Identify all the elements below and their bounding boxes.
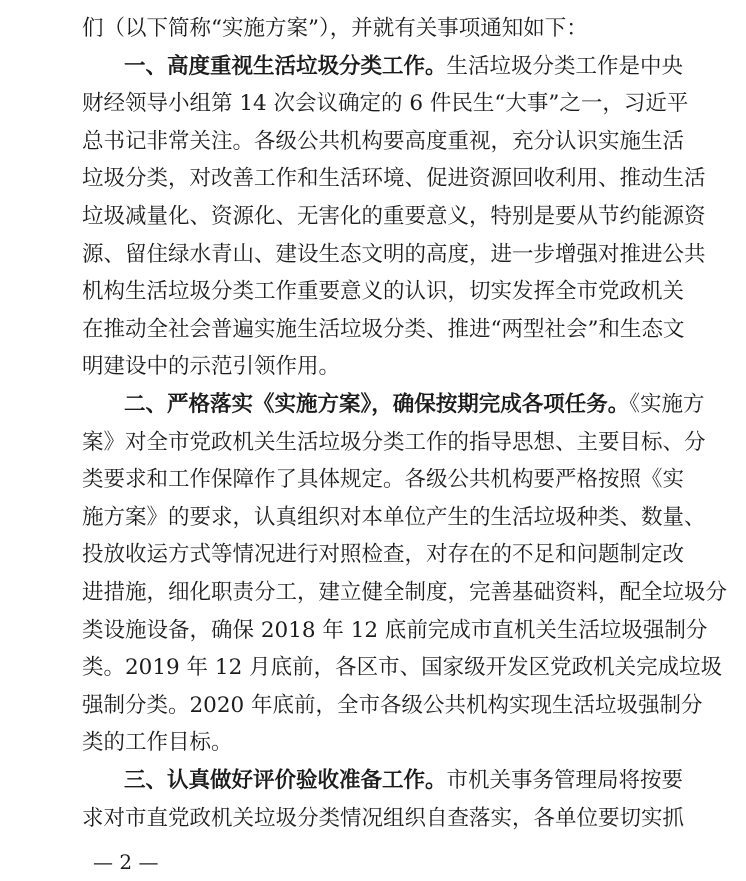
body-text: 求对市直党政机关垃圾分类情况组织自查落实，各单位要切实抓 (82, 805, 685, 831)
body-text: 类要求和工作保障作了具体规定。各级公共机构要严格按照《实 (82, 467, 685, 493)
body-text: 进措施，细化职责分工，建立健全制度，完善基础资料，配全垃圾分 (82, 580, 728, 605)
body-text: 在推动全社会普遍实施生活垃圾分类、推进“两型社会”和生态文 (82, 316, 685, 342)
body-text: 施方案》的要求，认真组织对本单位产生的生活垃圾种类、数量、 (82, 504, 706, 530)
text-line (82, 279, 685, 305)
body-text: 财经领导小组第 14 次会议确定的 6 件民生“大事”之一，习近平 (82, 91, 689, 117)
text-line (82, 18, 672, 40)
body-text: 《实施方 (629, 392, 705, 417)
body-text: 机构生活垃圾分类工作重要意义的认识，切实发挥全市党政机关 (82, 279, 685, 305)
text-line (82, 805, 685, 831)
body-text: 类的工作目标。 (82, 730, 233, 756)
body-text: 垃圾减量化、资源化、无害化的重要意义，特别是要从节约能源资 (82, 204, 706, 229)
text-line (82, 542, 685, 568)
body-text: 垃圾分类，对改善工作和生活环境、促进资源回收利用、推动生活 (82, 166, 706, 192)
body-text: 强制分类。2020 年底前，全市各级公共机构实现生活垃圾强制分 (82, 692, 703, 718)
section-heading: 一、高度重视生活垃圾分类工作。 (124, 53, 447, 79)
body-text: 投放收运方式等情况进行对照检查，对存在的不足和问题制定改 (82, 542, 685, 568)
paragraph-start-line (124, 53, 684, 79)
text-line (82, 128, 685, 154)
section-heading: 三、认真做好评价验收准备工作。 (124, 768, 447, 793)
body-text: 案》对全市党政机关生活垃圾分类工作的指导思想、主要目标、分 (82, 429, 706, 455)
body-text: 们（以下简称“实施方案”），并就有关事项通知如下： (82, 16, 588, 41)
body-text: 生活垃圾分类工作是中央 (446, 53, 684, 79)
body-text: 总书记非常关注。各级公共机构要高度重视，充分认识实施生活 (82, 128, 685, 154)
text-line (82, 241, 706, 267)
text-line (82, 692, 703, 718)
paragraph-start-line (124, 768, 684, 793)
text-line (82, 316, 685, 342)
text-line (82, 356, 672, 378)
body-text: 明建设中的示范引领作用。 (82, 354, 341, 380)
body-text: 市机关事务管理局将按要 (446, 768, 684, 793)
text-line (82, 467, 685, 493)
text-line (82, 204, 706, 229)
body-text: 类设施设备，确保 2018 年 12 底前完成市直机关生活垃圾强制分 (82, 617, 708, 643)
text-line (82, 91, 689, 117)
text-line (82, 617, 708, 643)
body-text: 类。2019 年 12 月底前，各区市、国家级开发区党政机关完成垃圾 (82, 655, 723, 681)
text-line (82, 504, 706, 530)
body-text: 源、留住绿水青山、建设生态文明的高度，进一步增强对推进公共 (82, 241, 706, 267)
paragraph-start-line (124, 392, 705, 417)
text-line (82, 732, 672, 754)
text-line (82, 166, 706, 192)
section-heading: 二、严格落实《实施方案》，确保按期完成各项任务。 (124, 392, 630, 417)
text-line (82, 580, 728, 605)
text-line (82, 429, 706, 455)
page-number: — 2 — (93, 850, 159, 874)
text-line (82, 655, 723, 681)
